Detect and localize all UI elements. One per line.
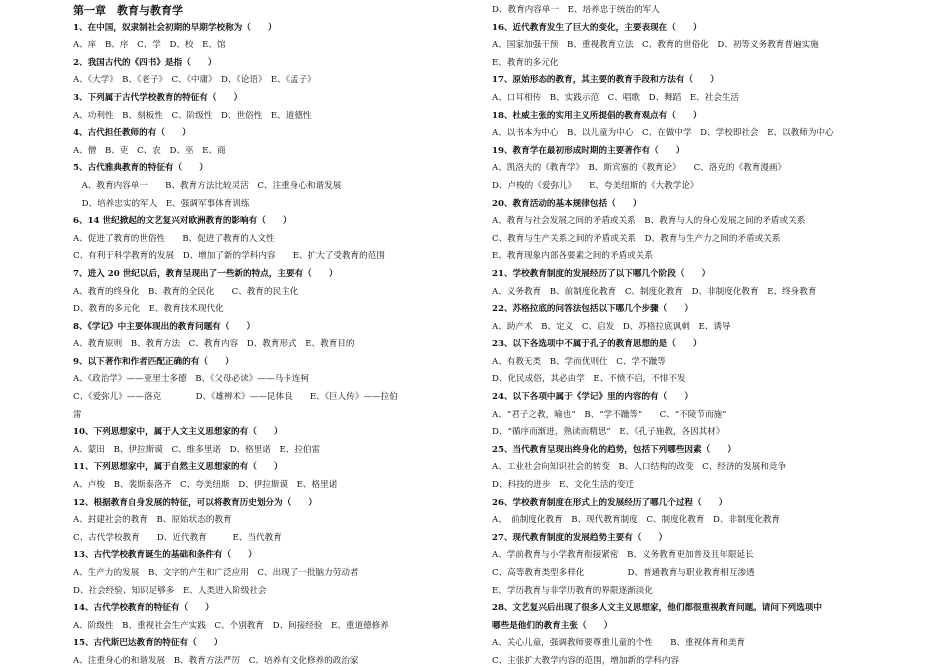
question-line: 15、古代斯巴达教育的特征有（ ） bbox=[73, 638, 223, 649]
option-line: C、《爱弥儿》——洛克 D、《雄辨术》——昆体良 E、《巨人传》——拉伯 bbox=[73, 392, 398, 403]
question-line: 24、以下各项中属于《学记》里的内容的有（ ） bbox=[492, 392, 694, 403]
option-line: D、培养忠实的军人 E、强调军事体育训练 bbox=[73, 198, 250, 209]
option-line: E、教育现象内部各要素之间的矛盾或关系 bbox=[492, 251, 653, 262]
question-line: 12、根据教育自身发展的特征，可以将教育历史划分为（ ） bbox=[73, 497, 317, 508]
question-line: 21、学校教育制度的发展经历了以下哪几个阶段（ ） bbox=[492, 268, 711, 279]
question-line: 14、古代学校教育的特征有（ ） bbox=[73, 603, 214, 614]
option-line: A、关心儿童，强调教师要尊重儿童的个性 B、重视体育和美育 bbox=[492, 638, 746, 649]
option-line: C、古代学校教育 D、近代教育 E、当代教育 bbox=[73, 532, 282, 543]
question-line: 9、以下著作和作者匹配正确的有（ ） bbox=[73, 356, 234, 367]
option-line: A、促进了教育的世俗性 B、促进了教育的人文性 bbox=[73, 233, 275, 244]
question-line: 6、14 世纪掀起的文艺复兴对欧洲教育的影响有（ ） bbox=[73, 216, 292, 227]
option-line: C、教育与生产关系之间的矛盾或关系 D、教育与生产力之间的矛盾或关系 bbox=[492, 233, 781, 244]
option-line: 雷 bbox=[73, 409, 82, 420]
option-line: A、有教无类 B、学而优则仕 C、学不躐等 bbox=[492, 356, 666, 367]
question-line: 11、下列思想家中，属于自然主义思想家的有（ ） bbox=[73, 462, 283, 473]
option-line: A、封建社会的教育 B、原始状态的教育 bbox=[73, 515, 232, 526]
option-line: A、以书本为中心 B、以儿童为中心 C、在做中学 D、学校即社会 E、以教师为中心 bbox=[492, 128, 834, 139]
option-line: A、注重身心的和谐发展 B、教育方法严厉 C、培养有文化修养的政治家 bbox=[73, 655, 359, 666]
question-line: 28、文艺复兴后出现了很多人文主义思想家，他们都很重视教育问题。请问下列选项中 bbox=[492, 603, 822, 614]
question-line: 8、《学记》中主要体现出的教育问题有（ ） bbox=[73, 321, 256, 332]
option-line: A、教育原则 B、教育方法 C、教育内容 D、教育形式 E、教育目的 bbox=[73, 339, 355, 350]
option-line: A、凯洛夫的《教育学》 B、斯宾塞的《教育论》 C、洛克的《教育漫画》 bbox=[492, 163, 787, 174]
question-line: 23、以下各选项中不属于孔子的教育思想的是（ ） bbox=[492, 339, 702, 350]
option-line: C、高等教育类型多样化 D、普通教育与职业教育相互渗透 bbox=[492, 568, 755, 578]
option-line: A、“君子之教，喻也” B、“学不躐等” C、“不陵节而施” bbox=[492, 409, 727, 420]
question-line: 26、学校教育制度在形式上的发展经历了哪几个过程（ ） bbox=[492, 497, 728, 508]
option-line: A、《政治学》——亚里士多德 B、《父母必读》——马卡连柯 bbox=[73, 374, 309, 385]
option-line: D、教育内容单一 E、培养忠于统治的军人 bbox=[492, 5, 660, 15]
question-line: 2、我国古代的《四书》是指（ ） bbox=[73, 57, 217, 68]
question-line: 27、现代教育制度的发展趋势主要有（ ） bbox=[492, 532, 668, 543]
option-line: A、口耳相传 B、实践示范 C、唱歌 D、舞蹈 E、社会生活 bbox=[492, 92, 740, 103]
option-line: A、僧 B、吏 C、农 D、巫 E、商 bbox=[73, 145, 226, 156]
question-line: 13、古代学校教育诞生的基础和条件有（ ） bbox=[73, 550, 257, 561]
option-line: A、《大学》 B、《老子》 C、《中庸》 D、《论语》 E、《孟子》 bbox=[73, 75, 316, 86]
option-line: A、功利性 B、刻板性 C、阶级性 D、世俗性 E、道德性 bbox=[73, 110, 312, 121]
question-line: 5、古代雅典教育的特征有（ ） bbox=[73, 163, 208, 174]
left-column bbox=[73, 2, 471, 671]
question-line: 18、杜威主张的实用主义所提倡的教育观点有（ ） bbox=[492, 110, 702, 121]
question-line: 17、原始形态的教育，其主要的教育手段和方法有（ ） bbox=[492, 75, 719, 86]
option-line: A、助产术 B、定义 C、启发 D、苏格拉底讽刺 E、诱导 bbox=[492, 321, 731, 332]
question-line: 哪些是他们的教育主张（ ） bbox=[492, 620, 613, 631]
option-line: A、庠 B、序 C、学 D、校 E、馆 bbox=[73, 40, 226, 51]
option-line: C、主张扩大教学内容的范围，增加新的学科内容 bbox=[492, 655, 680, 666]
question-line: 10、下列思想家中，属于人文主义思想家的有（ ） bbox=[73, 427, 283, 438]
option-line: A、阶级性 B、重视社会生产实践 C、个别教育 D、间接经验 E、重道德修养 bbox=[73, 620, 389, 631]
chapter-title: 第一章 教育与教育学 bbox=[73, 4, 183, 17]
option-line: A、教育与社会发展之间的矛盾或关系 B、教育与人的身心发展之间的矛盾或关系 bbox=[492, 216, 806, 227]
option-line: A、学前教育与小学教育衔接紧密 B、义务教育更加普及且年限延长 bbox=[492, 550, 754, 561]
option-line: A、国家加强干预 B、重视教育立法 C、教育的世俗化 D、初等义务教育普遍实施 bbox=[492, 40, 819, 51]
option-line: D、社会经验、知识足够多 E、人类进入阶级社会 bbox=[73, 585, 267, 596]
option-line: D、“循序而渐进，熟读而精思” E、《孔子施教，各因其材》 bbox=[492, 427, 725, 438]
option-line: C、有利于科学教育的发展 D、增加了新的学科内容 E、扩大了受教育的范围 bbox=[73, 251, 385, 262]
option-line: A、义务教育 B、前制度化教育 C、制度化教育 D、非制度化教育 E、终身教育 bbox=[492, 286, 817, 297]
question-line: 3、下列属于古代学校教育的特征有（ ） bbox=[73, 92, 243, 103]
question-line: 1、在中国，奴隶制社会初期的早期学校称为（ ） bbox=[73, 22, 277, 33]
question-line: 19、教育学在最初形成时期的主要著作有（ ） bbox=[492, 145, 685, 156]
option-line: A、工业社会向知识社会的转变 B、人口结构的改变 C、经济的发展和竞争 bbox=[492, 462, 787, 473]
question-line: 7、进入 20 世纪以后，教育呈现出了一些新的特点，主要有（ ） bbox=[73, 268, 338, 279]
option-line: A、生产力的发展 B、文字的产生和广泛应用 C、出现了一批脑力劳动者 bbox=[73, 568, 359, 578]
option-line: D、卢梭的《爱弥儿》 E、夸美纽斯的《大教学论》 bbox=[492, 180, 699, 191]
question-line: 22、苏格拉底的问答法包括以下哪几个步骤（ ） bbox=[492, 304, 694, 315]
question-line: 25、当代教育呈现出终身化的趋势，包括下列哪些因素（ ） bbox=[492, 444, 736, 455]
question-line: 4、古代担任教师的有（ ） bbox=[73, 128, 191, 139]
option-line: D、化民成俗，其必由学 E、不愤不启，不悱不发 bbox=[492, 374, 686, 385]
option-line: A、教育内容单一 B、教育方法比较灵活 C、注重身心和谐发展 bbox=[73, 180, 342, 191]
option-line: E、教育的多元化 bbox=[492, 57, 559, 68]
option-line: A、卢梭 B、裴斯泰洛齐 C、夸美纽斯 D、伊拉斯谟 E、格里诺 bbox=[73, 480, 338, 491]
option-line: D、科技的进步 E、文化生活的变迁 bbox=[492, 480, 635, 491]
option-line: A、蒙田 B、伊拉斯谟 C、维多里诺 D、格里诺 E、拉伯雷 bbox=[73, 444, 321, 455]
question-line: 20、教育活动的基本规律包括（ ） bbox=[492, 198, 642, 209]
option-line: E、学历教育与非学历教育的界限逐渐淡化 bbox=[492, 585, 653, 596]
option-line: A、 前制度化教育 B、现代教育制度 C、制度化教育 D、非制度化教育 bbox=[492, 515, 781, 526]
option-line: A、教育的终身化 B、教育的全民化 C、教育的民主化 bbox=[73, 286, 299, 297]
question-line: 16、近代教育发生了巨大的变化，主要表现在（ ） bbox=[492, 22, 702, 33]
option-line: D、教育的多元化 E、教育技术现代化 bbox=[73, 304, 224, 315]
right-column bbox=[492, 2, 892, 671]
